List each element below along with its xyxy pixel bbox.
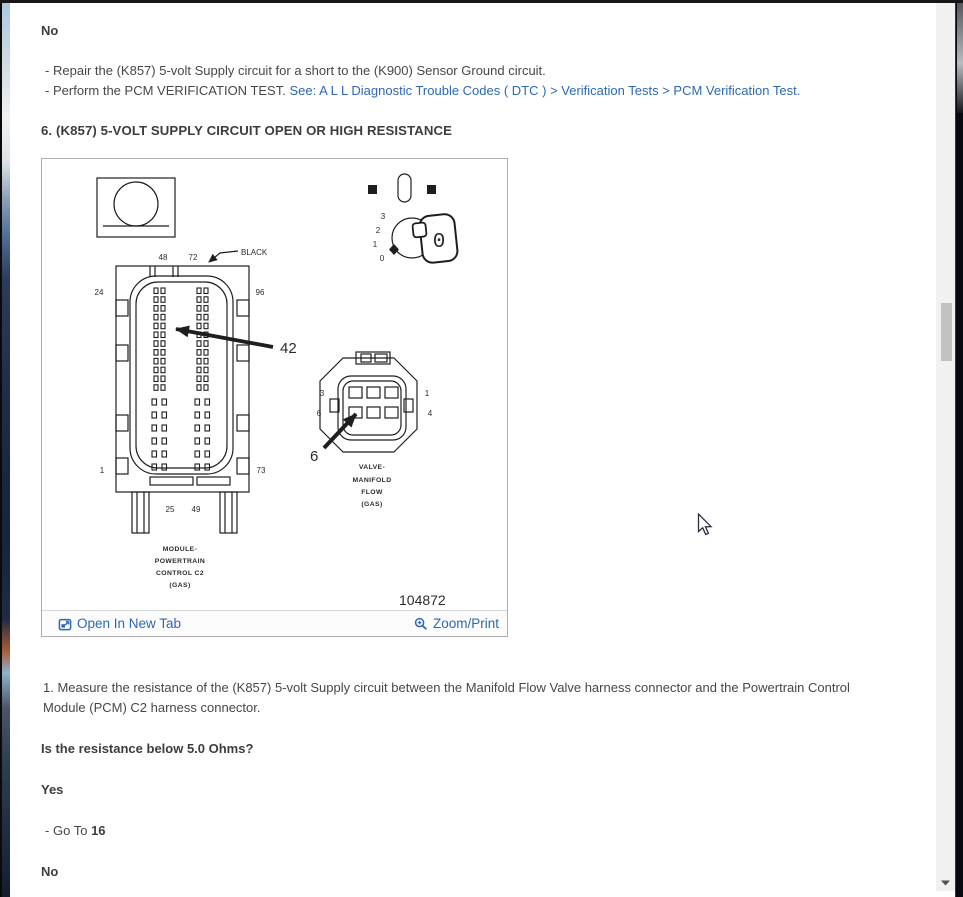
bullet-dash: -	[45, 63, 50, 78]
outer-dark-scrollbar	[955, 0, 963, 897]
figure-toolbar	[42, 610, 507, 636]
bullet-dash: -	[45, 82, 50, 98]
pcm-verification-test-link[interactable]: See: A L L Diagnostic Trouble Codes ( DTC ) > Verification Tests > PCM Verification Test.	[289, 82, 801, 98]
pin-6-arrow	[324, 414, 356, 448]
pcm-pin-1-label: 1	[99, 466, 105, 475]
meter-square-left	[368, 185, 377, 194]
bullet-verification	[41, 81, 931, 101]
pcm-caption-line4: (GAS)	[169, 582, 191, 589]
pcm-pin-25-label: 25	[165, 505, 175, 514]
valve-caption-line4: (GAS)	[361, 501, 383, 508]
pin-6-callout: 6	[310, 448, 319, 465]
connector-diagram	[42, 159, 507, 610]
figure-number: 104872	[399, 592, 446, 608]
dial-reading: 0	[432, 231, 446, 254]
meter-dial	[368, 174, 458, 264]
valve-connector-diagram	[310, 352, 433, 508]
dial-tick-2: 2	[375, 226, 381, 235]
window-top-edge	[0, 0, 963, 3]
pcm-pin-96-label: 96	[255, 288, 265, 297]
valve-caption-line3: FLOW	[361, 489, 383, 496]
pcm-pin-72-label: 72	[188, 253, 198, 262]
bullet-verification-text: Perform the PCM VERIFICATION TEST. See: A L L Diagnostic Trouble Codes ( DTC ) > Verification Tests > PCM Verification Test.	[53, 82, 801, 98]
pin-42-callout: 42	[280, 340, 297, 357]
pcm-caption-line2: POWERTRAIN	[154, 558, 206, 565]
pin-42-arrow	[176, 329, 273, 347]
valve-pin-6-label: 6	[316, 409, 322, 418]
pcm-pin-24-label: 24	[94, 288, 104, 297]
goto-bullet	[41, 821, 441, 841]
valve-caption-line1: VALVE-	[358, 464, 386, 471]
open-in-new-tab-icon	[58, 617, 72, 631]
action-bullet-list	[41, 61, 931, 100]
pcm-pin-field	[152, 288, 210, 470]
pcm-color-label: BLACK	[241, 248, 268, 257]
goto-text: Go To 16	[53, 823, 106, 838]
answer-no-bottom-heading: No	[41, 864, 59, 879]
answer-no-heading: No	[41, 23, 59, 38]
desktop-background-sliver	[0, 0, 10, 897]
zoom-print-icon	[414, 617, 428, 631]
pcm-caption-line1: MODULE-	[162, 546, 198, 553]
step-6-heading: 6. (K857) 5-VOLT SUPPLY CIRCUIT OPEN OR HIGH RESISTANCE	[41, 123, 452, 138]
meter-lead-icon	[398, 174, 411, 202]
valve-pin-3-label: 3	[319, 389, 325, 398]
meter-square-right	[427, 185, 436, 194]
pcm-caption-line3: CONTROL C2	[155, 570, 205, 577]
step-1-instruction: 1. Measure the resistance of the (K857) 5-volt Supply circuit between the Manifold Flow Valve harness connector and the Powertrain Control Module (PCM) C2 harness connector.	[43, 680, 850, 715]
goto-target: 16	[91, 823, 106, 838]
answer-yes-heading: Yes	[41, 782, 64, 797]
open-in-new-tab-link[interactable]: Open In New Tab	[58, 616, 181, 631]
valve-pin-4-label: 4	[427, 409, 433, 418]
scrollbar-thumb[interactable]	[941, 303, 952, 361]
scrollbar-track[interactable]	[936, 3, 955, 891]
dial-pointer	[389, 244, 399, 255]
bullet-dash: -	[45, 823, 50, 838]
valve-caption-line2: MANIFOLD	[352, 477, 392, 484]
zoom-print-link[interactable]: Zoom/Print	[414, 616, 499, 631]
pcm-pin-49-label: 49	[191, 505, 201, 514]
pcm-connector-diagram	[95, 248, 297, 589]
figure-panel	[41, 158, 508, 637]
figure-canvas	[42, 159, 507, 610]
bullet-repair-text: Repair the (K857) 5-volt Supply circuit for a short to the (K900) Sensor Ground circuit.	[53, 63, 546, 78]
dial-tick-0: 0	[379, 254, 385, 263]
valve-pin-1-label: 1	[424, 389, 430, 398]
pcm-pin-48-label: 48	[158, 253, 168, 262]
resistance-question: Is the resistance below 5.0 Ohms?	[41, 741, 254, 756]
dial-tick-1: 1	[372, 240, 378, 249]
bullet-repair	[41, 61, 931, 81]
ohm-symbol	[97, 178, 175, 237]
pcm-pin-73-label: 73	[256, 466, 266, 475]
outer-scrollbar-thumb[interactable]	[957, 3, 963, 113]
scrollbar-down-arrow[interactable]	[941, 880, 950, 886]
mouse-cursor	[697, 513, 713, 537]
dial-tick-3: 3	[380, 212, 386, 221]
